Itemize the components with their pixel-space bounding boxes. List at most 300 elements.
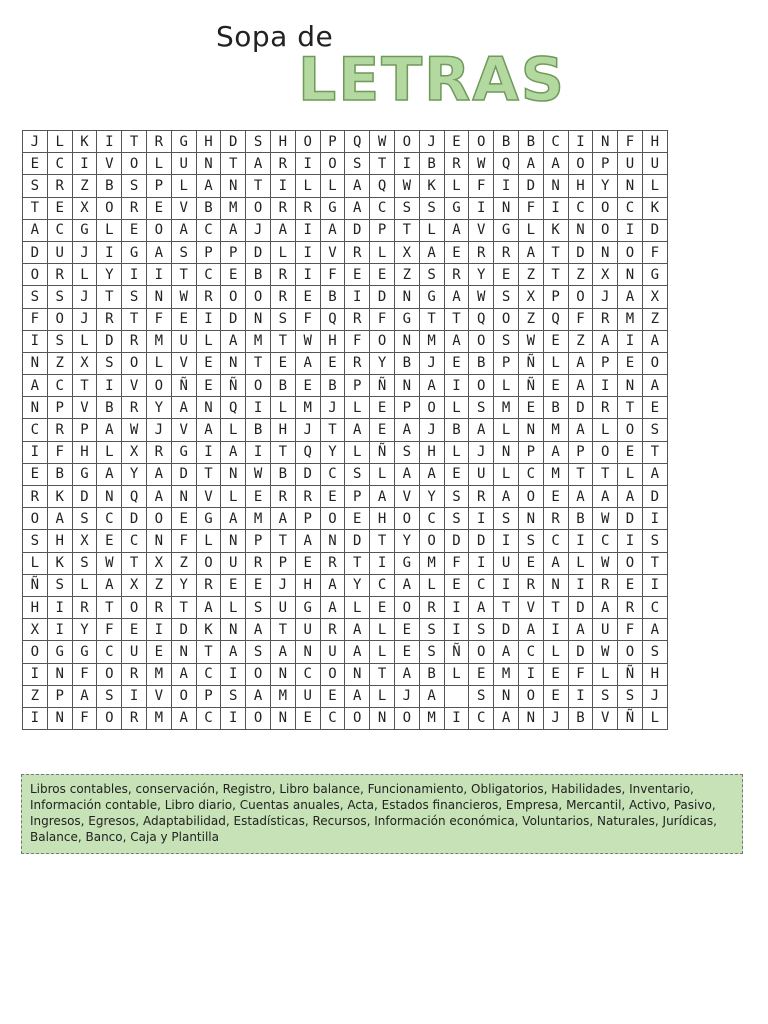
grid-cell[interactable]: V bbox=[593, 707, 618, 729]
grid-cell[interactable]: O bbox=[518, 685, 543, 707]
grid-cell[interactable]: C bbox=[97, 641, 122, 663]
grid-cell[interactable]: R bbox=[122, 197, 147, 219]
grid-cell[interactable]: C bbox=[642, 596, 667, 618]
grid-cell[interactable]: T bbox=[543, 596, 568, 618]
grid-cell[interactable]: S bbox=[97, 685, 122, 707]
grid-cell[interactable]: P bbox=[196, 241, 221, 263]
grid-cell[interactable]: A bbox=[469, 596, 494, 618]
grid-cell[interactable]: I bbox=[196, 308, 221, 330]
grid-cell[interactable]: T bbox=[419, 308, 444, 330]
grid-cell[interactable]: R bbox=[295, 486, 320, 508]
grid-cell[interactable]: I bbox=[444, 375, 469, 397]
grid-cell[interactable]: T bbox=[196, 641, 221, 663]
grid-cell[interactable]: R bbox=[196, 286, 221, 308]
grid-cell[interactable]: T bbox=[494, 596, 519, 618]
grid-cell[interactable]: X bbox=[593, 264, 618, 286]
grid-cell[interactable]: G bbox=[72, 641, 97, 663]
grid-cell[interactable]: V bbox=[518, 596, 543, 618]
grid-cell[interactable]: E bbox=[295, 552, 320, 574]
grid-cell[interactable]: V bbox=[97, 153, 122, 175]
grid-cell[interactable]: R bbox=[97, 308, 122, 330]
grid-cell[interactable]: I bbox=[394, 153, 419, 175]
grid-cell[interactable]: O bbox=[593, 219, 618, 241]
grid-cell[interactable]: L bbox=[345, 397, 370, 419]
grid-cell[interactable]: N bbox=[221, 619, 246, 641]
grid-cell[interactable]: C bbox=[23, 419, 48, 441]
grid-cell[interactable]: N bbox=[221, 530, 246, 552]
grid-cell[interactable]: I bbox=[146, 264, 171, 286]
grid-cell[interactable]: D bbox=[568, 397, 593, 419]
grid-cell[interactable]: U bbox=[469, 463, 494, 485]
grid-cell[interactable]: Q bbox=[469, 308, 494, 330]
grid-cell[interactable]: T bbox=[171, 264, 196, 286]
grid-cell[interactable]: T bbox=[246, 175, 271, 197]
grid-cell[interactable]: G bbox=[196, 508, 221, 530]
grid-cell[interactable]: S bbox=[494, 330, 519, 352]
grid-cell[interactable]: L bbox=[345, 596, 370, 618]
grid-cell[interactable]: L bbox=[23, 552, 48, 574]
grid-cell[interactable]: A bbox=[146, 241, 171, 263]
grid-cell[interactable]: I bbox=[494, 530, 519, 552]
grid-cell[interactable]: Ñ bbox=[370, 441, 395, 463]
grid-cell[interactable]: K bbox=[543, 219, 568, 241]
grid-cell[interactable]: I bbox=[618, 330, 643, 352]
grid-cell[interactable]: H bbox=[568, 175, 593, 197]
grid-cell[interactable]: G bbox=[394, 552, 419, 574]
grid-cell[interactable]: Ñ bbox=[518, 375, 543, 397]
grid-cell[interactable]: C bbox=[469, 707, 494, 729]
grid-cell[interactable]: Y bbox=[97, 264, 122, 286]
grid-cell[interactable]: T bbox=[196, 463, 221, 485]
grid-cell[interactable]: S bbox=[518, 530, 543, 552]
grid-cell[interactable]: O bbox=[23, 641, 48, 663]
grid-cell[interactable]: C bbox=[47, 219, 72, 241]
grid-cell[interactable]: W bbox=[370, 131, 395, 153]
grid-cell[interactable]: O bbox=[345, 707, 370, 729]
grid-cell[interactable]: Ñ bbox=[618, 707, 643, 729]
grid-cell[interactable]: D bbox=[494, 619, 519, 641]
grid-cell[interactable]: M bbox=[146, 663, 171, 685]
grid-cell[interactable]: A bbox=[345, 641, 370, 663]
grid-cell[interactable]: L bbox=[221, 419, 246, 441]
grid-cell[interactable]: A bbox=[568, 486, 593, 508]
grid-cell[interactable]: A bbox=[171, 397, 196, 419]
grid-cell[interactable]: M bbox=[618, 308, 643, 330]
grid-cell[interactable]: O bbox=[23, 264, 48, 286]
grid-cell[interactable]: J bbox=[593, 286, 618, 308]
grid-cell[interactable]: S bbox=[23, 175, 48, 197]
grid-cell[interactable]: R bbox=[47, 175, 72, 197]
grid-cell[interactable]: D bbox=[345, 530, 370, 552]
grid-cell[interactable]: Y bbox=[394, 530, 419, 552]
grid-cell[interactable]: O bbox=[618, 552, 643, 574]
grid-cell[interactable]: N bbox=[171, 486, 196, 508]
grid-cell[interactable]: G bbox=[320, 197, 345, 219]
grid-cell[interactable]: T bbox=[122, 308, 147, 330]
grid-cell[interactable]: O bbox=[618, 241, 643, 263]
grid-cell[interactable]: Q bbox=[345, 131, 370, 153]
grid-cell[interactable]: C bbox=[593, 530, 618, 552]
grid-cell[interactable]: L bbox=[295, 175, 320, 197]
grid-cell[interactable]: M bbox=[246, 508, 271, 530]
grid-cell[interactable]: A bbox=[593, 330, 618, 352]
grid-cell[interactable]: R bbox=[345, 352, 370, 374]
grid-cell[interactable]: T bbox=[370, 153, 395, 175]
grid-cell[interactable]: H bbox=[642, 663, 667, 685]
grid-cell[interactable]: O bbox=[469, 641, 494, 663]
grid-cell[interactable]: O bbox=[593, 441, 618, 463]
grid-cell[interactable]: Ñ bbox=[221, 375, 246, 397]
grid-cell[interactable]: N bbox=[23, 397, 48, 419]
grid-cell[interactable]: S bbox=[419, 641, 444, 663]
grid-cell[interactable]: D bbox=[246, 241, 271, 263]
grid-cell[interactable]: O bbox=[97, 197, 122, 219]
grid-cell[interactable]: F bbox=[72, 663, 97, 685]
grid-cell[interactable]: Z bbox=[72, 175, 97, 197]
grid-cell[interactable]: G bbox=[47, 641, 72, 663]
grid-cell[interactable]: H bbox=[270, 131, 295, 153]
grid-cell[interactable]: I bbox=[568, 685, 593, 707]
grid-cell[interactable]: S bbox=[23, 286, 48, 308]
grid-cell[interactable]: R bbox=[345, 308, 370, 330]
grid-cell[interactable]: N bbox=[221, 175, 246, 197]
grid-cell[interactable]: I bbox=[97, 241, 122, 263]
grid-cell[interactable]: D bbox=[122, 508, 147, 530]
grid-cell[interactable]: F bbox=[518, 197, 543, 219]
grid-cell[interactable]: L bbox=[196, 530, 221, 552]
grid-cell[interactable]: M bbox=[246, 330, 271, 352]
grid-cell[interactable]: Y bbox=[146, 397, 171, 419]
grid-cell[interactable]: Q bbox=[295, 441, 320, 463]
grid-cell[interactable]: S bbox=[394, 441, 419, 463]
grid-cell[interactable]: S bbox=[419, 197, 444, 219]
grid-cell[interactable]: A bbox=[444, 286, 469, 308]
grid-cell[interactable]: E bbox=[345, 264, 370, 286]
grid-cell[interactable]: N bbox=[246, 308, 271, 330]
grid-cell[interactable]: B bbox=[270, 375, 295, 397]
grid-cell[interactable]: H bbox=[72, 441, 97, 463]
grid-cell[interactable]: D bbox=[642, 219, 667, 241]
grid-cell[interactable]: I bbox=[518, 663, 543, 685]
grid-cell[interactable]: O bbox=[47, 308, 72, 330]
grid-cell[interactable]: A bbox=[295, 530, 320, 552]
grid-cell[interactable]: E bbox=[320, 685, 345, 707]
grid-cell[interactable]: B bbox=[270, 463, 295, 485]
grid-cell[interactable]: R bbox=[345, 241, 370, 263]
grid-cell[interactable]: F bbox=[23, 308, 48, 330]
grid-cell[interactable]: S bbox=[494, 286, 519, 308]
grid-cell[interactable]: Y bbox=[171, 574, 196, 596]
grid-cell[interactable]: U bbox=[270, 596, 295, 618]
grid-cell[interactable]: A bbox=[345, 419, 370, 441]
grid-cell[interactable]: A bbox=[72, 685, 97, 707]
grid-cell[interactable]: J bbox=[72, 308, 97, 330]
grid-cell[interactable]: I bbox=[122, 685, 147, 707]
grid-cell[interactable]: O bbox=[320, 508, 345, 530]
grid-cell[interactable]: P bbox=[295, 508, 320, 530]
grid-cell[interactable]: J bbox=[295, 419, 320, 441]
grid-cell[interactable]: L bbox=[320, 175, 345, 197]
grid-cell[interactable]: E bbox=[270, 352, 295, 374]
grid-cell[interactable]: S bbox=[642, 641, 667, 663]
grid-cell[interactable]: B bbox=[543, 397, 568, 419]
grid-cell[interactable]: M bbox=[221, 197, 246, 219]
grid-cell[interactable]: I bbox=[246, 441, 271, 463]
grid-cell[interactable]: P bbox=[518, 441, 543, 463]
grid-cell[interactable]: N bbox=[196, 397, 221, 419]
grid-cell[interactable]: A bbox=[47, 508, 72, 530]
grid-cell[interactable]: H bbox=[23, 596, 48, 618]
grid-cell[interactable]: O bbox=[146, 508, 171, 530]
grid-cell[interactable]: T bbox=[593, 463, 618, 485]
grid-cell[interactable]: E bbox=[320, 486, 345, 508]
grid-cell[interactable]: T bbox=[122, 131, 147, 153]
grid-cell[interactable]: L bbox=[370, 241, 395, 263]
grid-cell[interactable]: Z bbox=[171, 552, 196, 574]
grid-cell[interactable]: L bbox=[171, 175, 196, 197]
grid-cell[interactable]: E bbox=[320, 352, 345, 374]
grid-cell[interactable]: I bbox=[469, 552, 494, 574]
grid-cell[interactable]: E bbox=[97, 530, 122, 552]
grid-cell[interactable]: L bbox=[444, 175, 469, 197]
grid-cell[interactable]: S bbox=[221, 685, 246, 707]
grid-cell[interactable]: S bbox=[469, 397, 494, 419]
grid-cell[interactable]: L bbox=[196, 330, 221, 352]
grid-cell[interactable]: L bbox=[146, 352, 171, 374]
grid-cell[interactable]: I bbox=[97, 131, 122, 153]
grid-cell[interactable]: C bbox=[320, 463, 345, 485]
grid-cell[interactable]: H bbox=[320, 330, 345, 352]
grid-cell[interactable]: I bbox=[23, 441, 48, 463]
grid-cell[interactable]: R bbox=[122, 330, 147, 352]
grid-cell[interactable]: E bbox=[543, 486, 568, 508]
grid-cell[interactable]: R bbox=[320, 619, 345, 641]
grid-cell[interactable]: A bbox=[419, 463, 444, 485]
grid-cell[interactable]: O bbox=[23, 508, 48, 530]
grid-cell[interactable]: S bbox=[246, 131, 271, 153]
grid-cell[interactable]: P bbox=[370, 219, 395, 241]
grid-cell[interactable]: G bbox=[494, 219, 519, 241]
grid-cell[interactable]: Y bbox=[72, 619, 97, 641]
grid-cell[interactable]: Q bbox=[122, 486, 147, 508]
grid-cell[interactable]: W bbox=[469, 153, 494, 175]
grid-cell[interactable]: H bbox=[270, 419, 295, 441]
grid-cell[interactable]: R bbox=[593, 574, 618, 596]
grid-cell[interactable]: T bbox=[543, 241, 568, 263]
grid-cell[interactable]: F bbox=[320, 264, 345, 286]
grid-cell[interactable]: Z bbox=[642, 308, 667, 330]
grid-cell[interactable]: I bbox=[568, 530, 593, 552]
grid-cell[interactable]: I bbox=[295, 241, 320, 263]
grid-cell[interactable]: R bbox=[494, 241, 519, 263]
grid-cell[interactable]: J bbox=[419, 352, 444, 374]
grid-cell[interactable]: Y bbox=[419, 486, 444, 508]
grid-cell[interactable]: A bbox=[270, 641, 295, 663]
grid-cell[interactable]: D bbox=[370, 286, 395, 308]
grid-cell[interactable]: E bbox=[295, 286, 320, 308]
grid-cell[interactable]: S bbox=[642, 530, 667, 552]
grid-cell[interactable]: F bbox=[370, 308, 395, 330]
grid-cell[interactable]: N bbox=[320, 530, 345, 552]
grid-cell[interactable]: S bbox=[23, 530, 48, 552]
grid-cell[interactable]: R bbox=[320, 552, 345, 574]
grid-cell[interactable]: X bbox=[642, 286, 667, 308]
grid-cell[interactable]: O bbox=[122, 153, 147, 175]
grid-cell[interactable]: L bbox=[221, 486, 246, 508]
grid-cell[interactable]: J bbox=[320, 397, 345, 419]
grid-cell[interactable]: M bbox=[146, 330, 171, 352]
grid-cell[interactable]: P bbox=[543, 286, 568, 308]
grid-cell[interactable]: R bbox=[122, 707, 147, 729]
grid-cell[interactable]: P bbox=[593, 153, 618, 175]
grid-cell[interactable]: M bbox=[295, 397, 320, 419]
grid-cell[interactable]: K bbox=[419, 175, 444, 197]
grid-cell[interactable]: A bbox=[593, 596, 618, 618]
grid-cell[interactable]: L bbox=[270, 241, 295, 263]
grid-cell[interactable]: A bbox=[295, 352, 320, 374]
grid-cell[interactable]: E bbox=[370, 596, 395, 618]
grid-cell[interactable]: E bbox=[122, 219, 147, 241]
grid-cell[interactable]: I bbox=[47, 596, 72, 618]
grid-cell[interactable]: A bbox=[320, 219, 345, 241]
grid-cell[interactable]: E bbox=[246, 574, 271, 596]
grid-cell[interactable]: W bbox=[469, 286, 494, 308]
grid-cell[interactable]: L bbox=[543, 641, 568, 663]
grid-cell[interactable]: A bbox=[221, 219, 246, 241]
grid-cell[interactable]: A bbox=[568, 375, 593, 397]
grid-cell[interactable]: A bbox=[171, 663, 196, 685]
grid-cell[interactable]: L bbox=[518, 219, 543, 241]
grid-cell[interactable]: V bbox=[171, 197, 196, 219]
grid-cell[interactable]: C bbox=[568, 197, 593, 219]
grid-cell[interactable]: A bbox=[246, 619, 271, 641]
grid-cell[interactable]: T bbox=[270, 330, 295, 352]
grid-cell[interactable]: T bbox=[72, 375, 97, 397]
grid-cell[interactable]: W bbox=[593, 641, 618, 663]
grid-cell[interactable]: S bbox=[469, 685, 494, 707]
grid-cell[interactable]: I bbox=[494, 175, 519, 197]
grid-cell[interactable]: X bbox=[518, 286, 543, 308]
grid-cell[interactable]: A bbox=[97, 419, 122, 441]
grid-cell[interactable]: Ñ bbox=[518, 352, 543, 374]
grid-cell[interactable]: M bbox=[146, 707, 171, 729]
grid-cell[interactable]: B bbox=[568, 707, 593, 729]
grid-cell[interactable]: A bbox=[196, 419, 221, 441]
grid-cell[interactable]: I bbox=[469, 508, 494, 530]
grid-cell[interactable]: I bbox=[221, 663, 246, 685]
grid-cell[interactable]: L bbox=[642, 707, 667, 729]
grid-cell[interactable]: N bbox=[270, 663, 295, 685]
grid-cell[interactable]: A bbox=[345, 685, 370, 707]
grid-cell[interactable]: F bbox=[618, 619, 643, 641]
grid-cell[interactable]: I bbox=[618, 219, 643, 241]
grid-cell[interactable]: F bbox=[97, 619, 122, 641]
grid-cell[interactable]: M bbox=[494, 397, 519, 419]
grid-cell[interactable]: E bbox=[171, 308, 196, 330]
grid-cell[interactable]: D bbox=[171, 463, 196, 485]
grid-cell[interactable]: L bbox=[370, 641, 395, 663]
grid-cell[interactable]: D bbox=[568, 241, 593, 263]
grid-cell[interactable]: P bbox=[221, 241, 246, 263]
grid-cell[interactable]: B bbox=[196, 197, 221, 219]
grid-cell[interactable]: N bbox=[23, 352, 48, 374]
grid-cell[interactable]: M bbox=[419, 552, 444, 574]
grid-cell[interactable]: A bbox=[642, 463, 667, 485]
grid-cell[interactable]: I bbox=[494, 574, 519, 596]
grid-cell[interactable]: T bbox=[97, 286, 122, 308]
grid-cell[interactable]: B bbox=[97, 175, 122, 197]
grid-cell[interactable]: S bbox=[122, 175, 147, 197]
grid-cell[interactable]: O bbox=[97, 707, 122, 729]
grid-cell[interactable]: C bbox=[370, 197, 395, 219]
grid-cell[interactable]: S bbox=[97, 352, 122, 374]
grid-cell[interactable]: R bbox=[618, 596, 643, 618]
grid-cell[interactable]: S bbox=[444, 486, 469, 508]
grid-cell[interactable]: A bbox=[568, 352, 593, 374]
grid-cell[interactable]: I bbox=[444, 619, 469, 641]
grid-cell[interactable]: A bbox=[444, 219, 469, 241]
grid-cell[interactable]: A bbox=[444, 330, 469, 352]
grid-cell[interactable]: M bbox=[494, 663, 519, 685]
grid-cell[interactable]: O bbox=[122, 596, 147, 618]
grid-cell[interactable]: T bbox=[23, 197, 48, 219]
grid-cell[interactable]: A bbox=[370, 486, 395, 508]
grid-cell[interactable]: K bbox=[47, 552, 72, 574]
grid-cell[interactable]: S bbox=[72, 508, 97, 530]
grid-cell[interactable]: M bbox=[543, 463, 568, 485]
grid-cell[interactable]: N bbox=[568, 219, 593, 241]
grid-cell[interactable]: K bbox=[642, 197, 667, 219]
grid-cell[interactable]: L bbox=[221, 596, 246, 618]
grid-cell[interactable]: F bbox=[295, 308, 320, 330]
grid-cell[interactable]: A bbox=[171, 219, 196, 241]
grid-cell[interactable]: E bbox=[23, 153, 48, 175]
grid-cell[interactable]: R bbox=[469, 241, 494, 263]
grid-cell[interactable]: Z bbox=[47, 352, 72, 374]
grid-cell[interactable]: A bbox=[97, 574, 122, 596]
grid-cell[interactable]: L bbox=[370, 685, 395, 707]
grid-cell[interactable]: E bbox=[246, 486, 271, 508]
grid-cell[interactable]: C bbox=[469, 574, 494, 596]
grid-cell[interactable]: N bbox=[518, 419, 543, 441]
grid-cell[interactable]: I bbox=[221, 707, 246, 729]
grid-cell[interactable]: A bbox=[320, 574, 345, 596]
grid-cell[interactable]: D bbox=[171, 619, 196, 641]
grid-cell[interactable]: O bbox=[295, 131, 320, 153]
grid-cell[interactable]: Q bbox=[221, 397, 246, 419]
grid-cell[interactable]: O bbox=[568, 153, 593, 175]
grid-cell[interactable]: S bbox=[394, 197, 419, 219]
grid-cell[interactable]: U bbox=[295, 619, 320, 641]
grid-cell[interactable]: O bbox=[246, 286, 271, 308]
grid-cell[interactable]: P bbox=[320, 131, 345, 153]
grid-cell[interactable]: N bbox=[394, 286, 419, 308]
grid-cell[interactable]: G bbox=[122, 241, 147, 263]
grid-cell[interactable]: S bbox=[419, 264, 444, 286]
grid-cell[interactable]: T bbox=[568, 463, 593, 485]
grid-cell[interactable]: L bbox=[419, 219, 444, 241]
grid-cell[interactable]: L bbox=[72, 574, 97, 596]
grid-cell[interactable]: N bbox=[494, 197, 519, 219]
grid-cell[interactable]: R bbox=[270, 486, 295, 508]
grid-cell[interactable]: T bbox=[270, 441, 295, 463]
grid-cell[interactable]: E bbox=[295, 375, 320, 397]
grid-cell[interactable]: B bbox=[469, 352, 494, 374]
grid-cell[interactable]: S bbox=[246, 641, 271, 663]
grid-cell[interactable]: O bbox=[394, 131, 419, 153]
grid-cell[interactable]: K bbox=[196, 619, 221, 641]
grid-cell[interactable]: I bbox=[444, 596, 469, 618]
